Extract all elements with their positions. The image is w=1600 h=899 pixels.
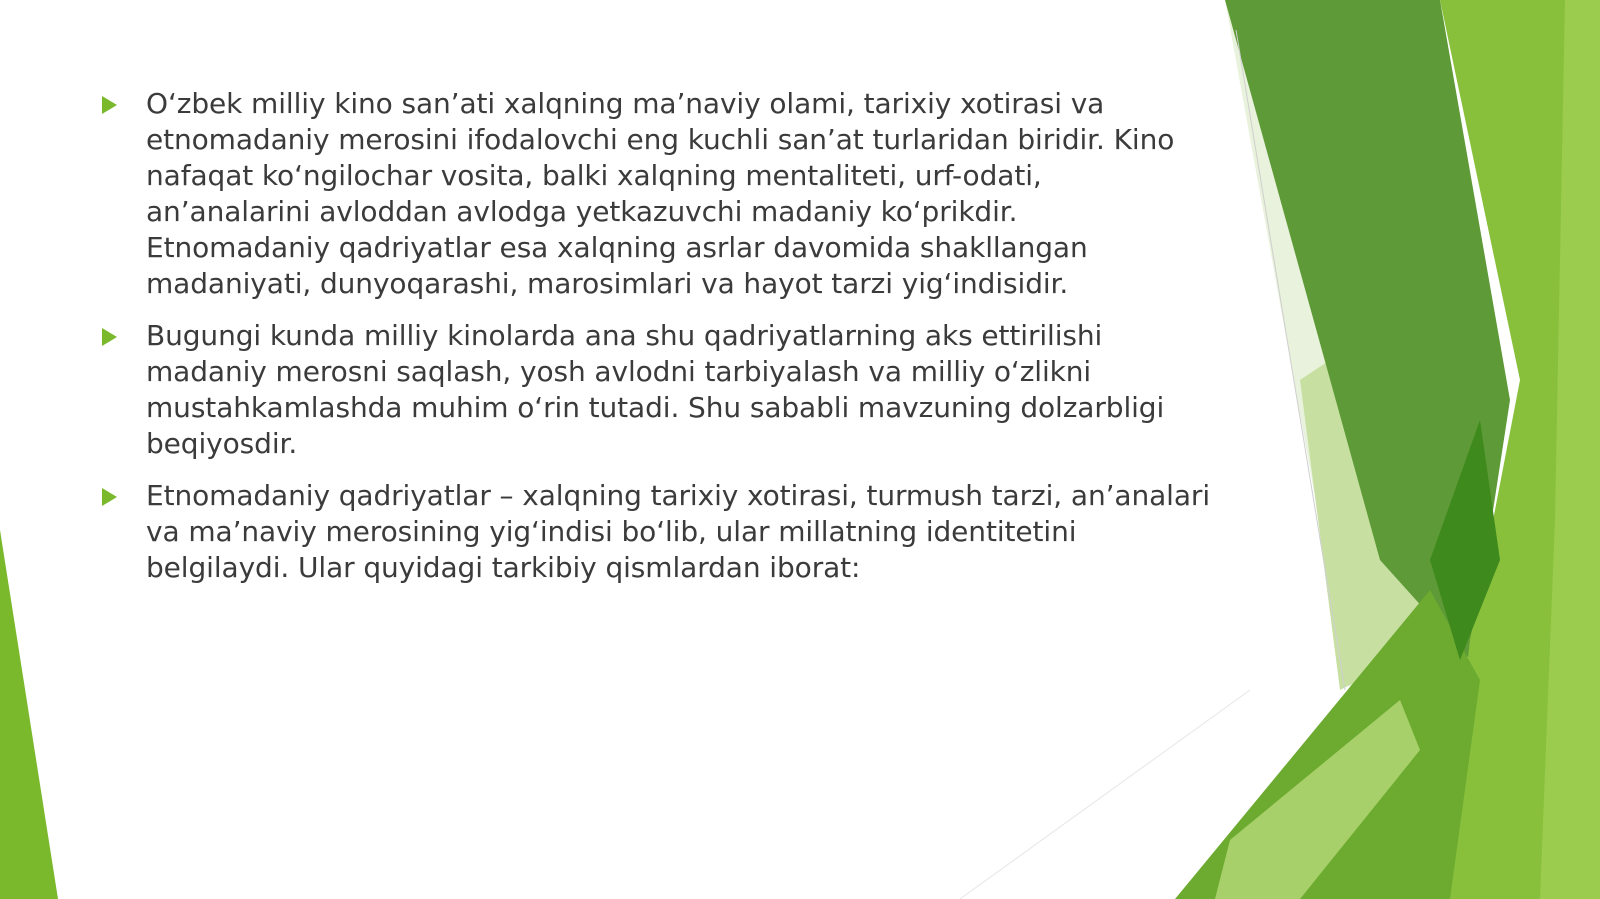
list-item (100, 86, 1210, 302)
bullet-text: Bugungi kunda milliy kinolarda ana shu qadriyatlarning aks ettirilishi madaniy merosni saqlash, yosh avlodni tarbiyalash va milliy o‘zlikni mustahkamlashda muhim o‘rin tutadi. Shu sababli mavzuning dolzarbligi beqiyosdir. (146, 319, 1165, 460)
triangle-bullet-icon (100, 478, 146, 511)
bullet-list (100, 86, 1210, 602)
list-item (100, 318, 1210, 462)
bullet-text: Etnomadaniy qadriyatlar – xalqning tarixiy xotirasi, turmush tarzi, an’analari va ma’naviy merosining yig‘indisi bo‘lib, ular millatning identitetini belgilaydi. Ular quyidagi tarkibiy qismlardan iborat: (146, 479, 1210, 584)
list-item (100, 478, 1210, 586)
left-green-facet (0, 530, 58, 899)
triangle-bullet-icon (100, 86, 146, 119)
bullet-text: O‘zbek milliy kino san’ati xalqning ma’naviy olami, tarixiy xotirasi va etnomadaniy merosini ifodalovchi eng kuchli san’at turlaridan biridir. Kino nafaqat ko‘ngilochar vosita, balki xalqning mentaliteti, urf-odati, an’analarini avloddan avlodga yetkazuvchi madaniy ko‘prikdir. Etnomadaniy qadriyatlar esa xalqning asrlar davomida shakllangan madaniyati, dunyoqarashi, marosimlari va hayot tarzi yig‘indisidir. (146, 87, 1175, 300)
triangle-bullet-icon (100, 318, 146, 351)
